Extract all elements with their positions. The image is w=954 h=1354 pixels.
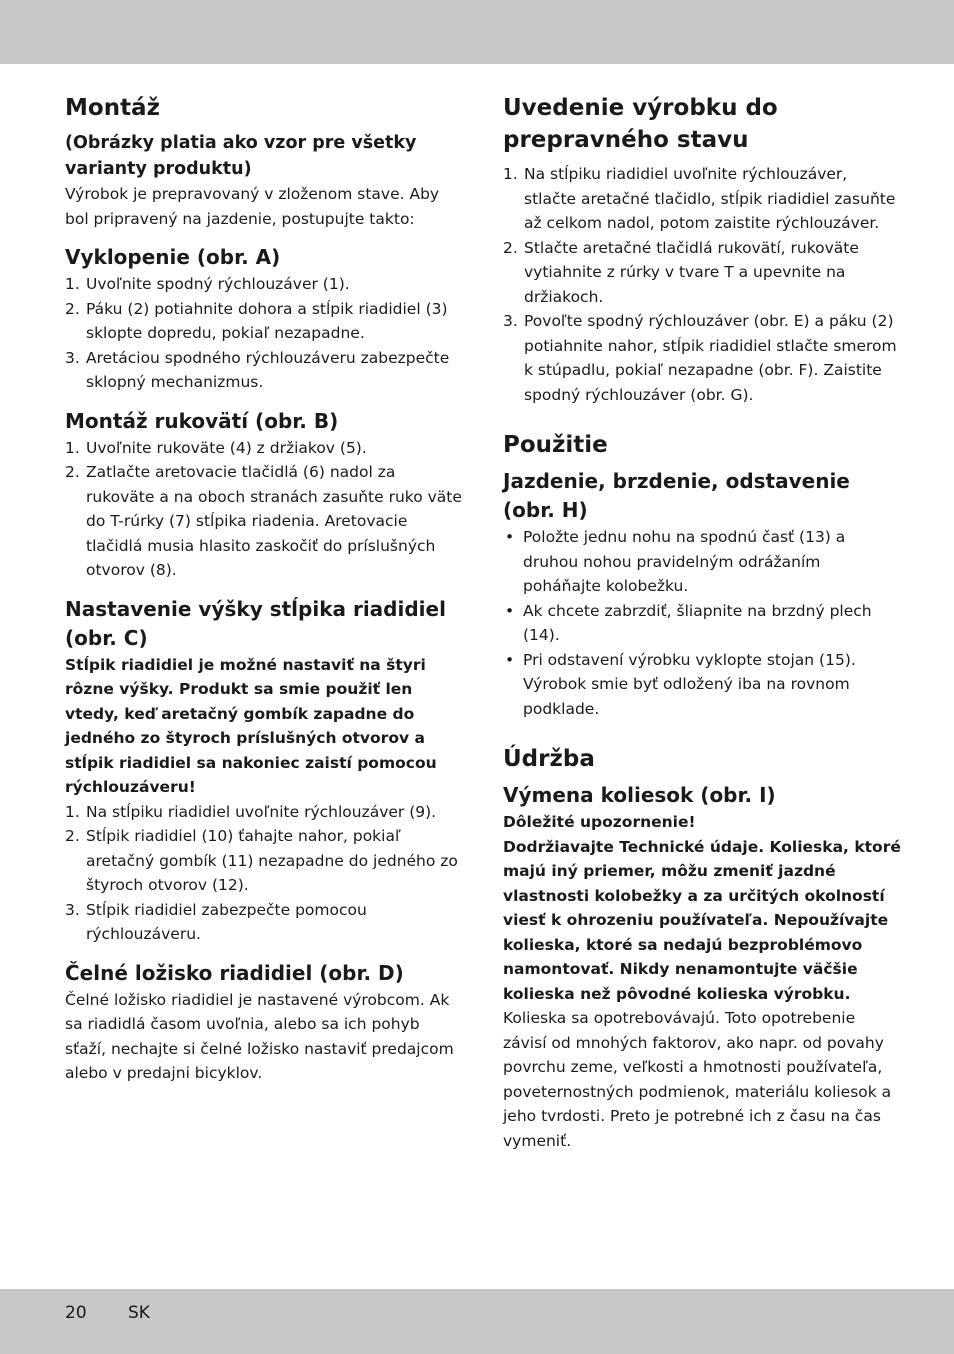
section-title-preprava: Uvedenie výrobku do prepravného stavu xyxy=(503,95,778,153)
section-title-montaz: Montáž xyxy=(65,95,160,121)
header-band xyxy=(0,0,954,64)
list-item: 2. Páku (2) potiahnite dohora a stĺpik riadidiel (3) sklopte dopredu, pokiaľ nezapadne. xyxy=(65,299,448,342)
warning-vyska: Stĺpik riadidiel je možné nastaviť na štyri rôzne výšky. Produkt sa smie použiť len vtedy, keď aretačný gombík zapadne do jedného zo štyroch príslušných otvorov a stĺpik riadidiel sa nakoniec zaistí pomocou rýchlouzáveru! xyxy=(65,655,437,796)
text-lozisko: Čelné ložisko riadidiel je nastavené výrobcom. Ak sa riadidlá časom uvoľnia, alebo sa ich pohyb sťaží, nechajte si čelné ložisko nastaviť predajcom alebo v predajni bicyklov. xyxy=(65,990,454,1082)
heading-vyska: Nastavenie výšky stĺpika riadidiel (obr. C) xyxy=(65,596,446,650)
heading-lozisko: Čelné ložisko riadidiel (obr. D) xyxy=(65,960,404,985)
note-illustrations: (Obrázky platia ako vzor pre všetky varianty produktu) xyxy=(65,133,417,179)
list-preprava xyxy=(503,162,903,407)
list-item: 1. Uvoľnite rukoväte (4) z držiakov (5). xyxy=(65,438,367,457)
list-item: 3. Aretáciou spodného rýchlouzáveru zabezpečte sklopný mechanizmus. xyxy=(65,348,450,391)
left-column xyxy=(65,92,465,1086)
list-item: 2. Zatlačte aretovacie tlačidlá (6) nadol za rukoväte a na oboch stranách zasuňte ruko väte do T-rúrky (7) stĺpika riadenia. Aretovacie tlačidlá musia hlasito zaskočiť do príslušných otvorov (8). xyxy=(65,463,462,579)
language-code: SK xyxy=(128,1303,150,1323)
right-column xyxy=(503,92,903,1153)
list-item: 1. Uvoľnite spodný rýchlouzáver (1). xyxy=(65,275,350,293)
list-item: 3. Stĺpik riadidiel zabezpečte pomocou rýchlouzáveru. xyxy=(65,900,367,943)
heading-vymena: Výmena koliesok (obr. I) xyxy=(503,783,776,807)
section-title-pouzitie: Použitie xyxy=(503,432,608,458)
list-item: • Pri odstavení výrobku vyklopte stojan (15). Výrobok smie byť odložený iba na rovnom podklade. xyxy=(505,650,856,718)
heading-vyklopenie: Vyklopenie (obr. A) xyxy=(65,245,281,269)
list-vyklopenie xyxy=(65,272,465,395)
list-item: 1. Na stĺpiku riadidiel uvoľnite rýchlouzáver, stlačte aretačné tlačidlo, stĺpik riadidiel zasuňte až celkom nadol, potom zaistite rýchlouzáver. xyxy=(503,165,896,232)
intro-text: Výrobok je prepravovaný v zloženom stave. Aby bol pripravený na jazdenie, postupujte takto: xyxy=(65,185,440,228)
list-item: 1. Na stĺpiku riadidiel uvoľnite rýchlouzáver (9). xyxy=(65,802,437,821)
list-item: • Položte jednu nohu na spodnú časť (13) a druhou nohou pravidelným odrážaním poháňajte kolobežku. xyxy=(505,528,846,595)
section-title-udrzba: Údržba xyxy=(503,746,595,772)
heading-jazdenie: Jazdenie, brzdenie, odstavenie (obr. H) xyxy=(503,469,850,522)
text-udrzba: Kolieska sa opotrebovávajú. Toto opotrebenie závisí od mnohých faktorov, ako napr. od povahy povrchu zeme, veľkosti a hmotnosti používateľa, poveternostných podmienok, materiálu koliesok a jeho tvrdosti. Preto je potrebné ich z času na čas vymeniť. xyxy=(503,1009,892,1150)
list-pouzitie xyxy=(503,525,903,721)
warning-heading: Dôležité upozornenie! xyxy=(503,813,696,831)
list-item: 2. Stĺpik riadidiel (10) ťahajte nahor, pokiaľ aretačný gombík (11) nezapadne do jedného zo štyroch otvorov (12). xyxy=(65,827,458,894)
list-item: 3. Povoľte spodný rýchlouzáver (obr. E) a páku (2) potiahnite nahor, stĺpik riadidiel stlačte smerom k stúpadlu, pokiaľ nezapadne (obr. F). Zaistite spodný rýchlouzáver (obr. G). xyxy=(503,312,897,404)
warning-udrzba: Dodržiavajte Technické údaje. Kolieska, ktoré majú iný priemer, môžu zmeniť jazdné vlastnosti kolobežky a za určitých okolností viesť k ohrozeniu používateľa. Nepoužívajte kolieska, ktoré sa nedajú bezproblémovo namontovať. Nikdy nenamontujte väčšie kolieska než pôvodné kolieska výrobku. xyxy=(503,837,901,1003)
heading-rukovate: Montáž rukovätí (obr. B) xyxy=(65,408,339,433)
list-rukovate xyxy=(65,436,465,583)
list-vyska xyxy=(65,800,465,947)
list-item: 2. Stlačte aretačné tlačidlá rukovätí, rukoväte vytiahnite z rúrky v tvare T a upevnite na držiakoch. xyxy=(503,238,859,306)
list-item: • Ak chcete zabrzdiť, šliapnite na brzdný plech (14). xyxy=(505,601,872,644)
page-number: 20 xyxy=(65,1303,87,1323)
